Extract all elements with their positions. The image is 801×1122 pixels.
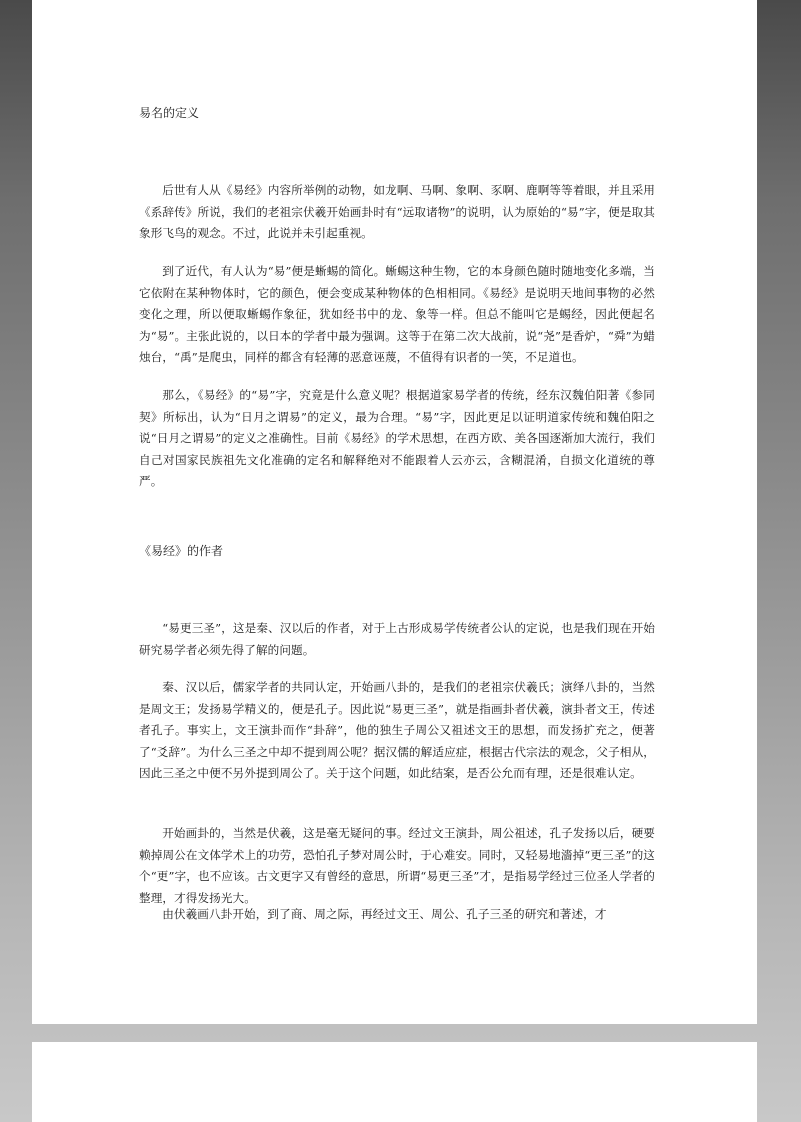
paragraph: 那么，《易经》的“易”字，究竟是什么意义呢？根据道家易学者的传统，经东汉魏伯阳著《参同契》所标出，认为“日月之谓易”的定义，最为合理。“易”字，因此更足以证明道家传统和魏伯阳之说“日月之谓易”的定义之准确性。目前《易经》的学术思想，在西方欧、美各国逐渐加大流行，我们自己对国家民族祖先文化准确的定名和解释绝对不能跟着人云亦云，含糊混淆，自损文化道统的尊严。: [139, 388, 655, 488]
paragraph: 后世有人从《易经》内容所举例的动物，如龙啊、马啊、象啊、豕啊、鹿啊等等着眼，并且采用《系辞传》所说，我们的老祖宗伏羲开始画卦时有“远取诸物”的说明，认为原始的“易”字，便是取其象形飞鸟的观念。不过，此说并未引起重视。: [139, 183, 655, 240]
paragraph: 到了近代，有人认为“易”便是蜥蜴的简化。蜥蜴这种生物，它的本身颜色随时随地变化多端，当它依附在某种物体时，它的颜色，便会变成某种物体的色相相同。《易经》是说明天地间事物的必然变化之理，所以便取蜥蜴作象征，犹如经书中的龙、象等一样。但总不能叫它是蜴经，因此便起名为“易”。主张此说的，以日本的学者中最为强调。这等于在第二次大战前，说“尧”是香炉，“舜”为蜡烛台，“禹”是爬虫，同样的都含有轻薄的恶意诬蔑，不值得有识者的一笑，不足道也。: [139, 264, 655, 364]
paragraph: “易更三圣”，这是秦、汉以后的作者，对于上古形成易学传统者公认的定说，也是我们现在开始研究易学者必须先得了解的问题。: [139, 621, 655, 657]
section-heading: 易名的定义: [139, 106, 200, 120]
next-document-page: [32, 1042, 757, 1122]
document-page: [32, 0, 757, 1024]
paragraph: 秦、汉以后，儒家学者的共同认定，开始画八卦的，是我们的老祖宗伏羲氏；演绎八卦的，当然是周文王；发扬易学精义的，便是孔子。因此说“易更三圣”，就是指画卦者伏羲，演卦者文王，传述者孔子。事实上，文王演卦而作“卦辞”，他的独生子周公又祖述文王的思想，而发扬扩充之，便著了“爻辞”。为什么三圣之中却不提到周公呢？据汉儒的解适应症，根据古代宗法的观念，父子相从，因此三圣之中便不另外提到周公了。关于这个问题，如此结案，是否公允而有理，还是很难认定。: [139, 680, 655, 780]
paragraph: 开始画卦的，当然是伏羲，这是毫无疑问的事。经过文王演卦，周公祖述，孔子发扬以后，硬要赖掉周公在文体学术上的功劳，恐怕孔子梦对周公时，于心难安。同时，又轻易地濇掉“更三圣”的这个“更”字，也不应该。古文更字又有曾经的意思，所谓“易更三圣”才，是指易学经过三位圣人学者的整理，才得发扬光大。: [139, 826, 655, 905]
paragraph: 由伏羲画八卦开始，到了商、周之际，再经过文王、周公、孔子三圣的研究和著述，才: [162, 907, 607, 921]
section-heading: 《易经》的作者: [139, 544, 224, 558]
